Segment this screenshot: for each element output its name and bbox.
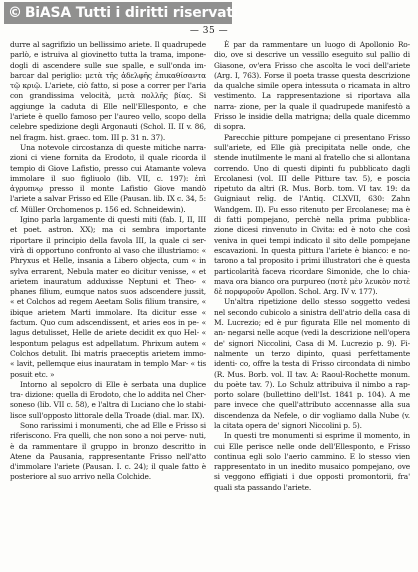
paragraph: Parecchie pitture pompejane ci presentano Frisso sull'ariete, ed Elle già precipitata nelle onde, che stende inutilmente le mani al fratello che si allontana correndo. Uno di questi dipinti fu pubblicato dagli Ercolanesi (vol. III delle Pitture tav. 5), e poscia ripetuto da altri (R. Mus. Borb. tom. VI tav. 19: da Guigniaut relig. de l'Antiq. CLXVII, 630: Zahn Wandgem. II). Fu esso ritenuto per Ercolanese; ma è di fatti pompejano, perchè nella prima pubblica- zione dicesi rinvenuto in Civita: ed è noto che così veniva in quei tempi indicato il sito delle pompejane escavazioni. In questa pittura l'ariete è bianco: e no- tarono a tal proposito i primi illustratori che è questa particolarità faceva ricordare Simonide, che lo chia- mava ora bianco ora purpureo (ποτὲ μὲν λευκὸν ποτὲ δὲ πορφυροῦν Apollon. Schol. Arg. IV v. 177). (214, 132, 410, 297)
paragraph: Intorno al sepolcro di Elle è serbata una duplice tra- dizione: quella di Erodoto, che lo addita nel Cher- soneso (lib. VII c. 58), e l'altra di Luciano che lo stabi- lisce sull'opposto littorale della Troade (dial. mar. IX). (10, 379, 206, 420)
paragraph: Una notevole circostanza di queste mitiche narra- zioni ci viene fornita da Erodoto, il quale ricorda il tempio di Giove Lafistio, presso cui Atamante voleva immolare il suo figliuolo (lib. VII, c. 197): ἐπὶ ἀγρυπνῳ presso il monte Lafistio Giove mandò l'ariete a salvar Frisso ed Elle (Pausan. lib. IX c. 34, 5: cf. Müller Orchomenos p. 156 ed. Schneidewin). (10, 142, 206, 214)
left-text-column (10, 40, 206, 483)
page-number: — 35 — (189, 26, 229, 36)
paragraph: Un'altra ripetizione dello stesso soggetto vedesi nel secondo cubicolo a sinistra dell'atrio della casa di M. Lucrezio; ed è pur figurata Elle nel momento di an- negarsi nelle acque (vedi la descrizione nell'opera de' signori Niccolini, Casa di M. Lucrezio p. 9). Fi- nalmente un terzo dipinto, quasi perfettamente identi- co, offre la testa di Frisso circondata di nimbo (R. Mus. Borb. vol. II tav. A: Raoul-Rochette monum. du poète tav. 7). Lo Schulz attribuiva il nimbo a rap- porto solare (bullettino dell'Ist. 1841 p. 104). A me pare invece che quell'attributo accennasse alla sua discendenza da Nefele, o dir vogliamo dalla Nube (v. la citata opera de' signori Niccolini p. 5). (214, 297, 410, 430)
paragraph: durre al sagrifizio un bellissimo ariete. Il quadrupede parlò, e istruiva al giovinetto tutta la trama, impone- dogli di ascendere sulle sue spalle, e sull'onda im- barcar dal periglio: μετὰ τῆς ἀδελφῆς ἐπικαθίσαντα τῷ κριῷ. L'ariete, ciò fatto, si pose a correr per l'aria con grandissima velocità, μετὰ πολλῆς βίας. Si aggiunge la caduta di Elle nell'Ellesponto, e che l'ariete è quello famoso per l'aureo vello, scopo della celebre spedizione degli Argonauti (Schol. II. II v. 86, nel fragm. hist. graec. tom. III p. 31 n. 37). (10, 40, 206, 142)
paragraph: Sono rarissimi i monumenti, che ad Elle e Frisso si riferiscono. Fra quelli, che non sono a noi perve- nuti, è da rammentare il gruppo in bronzo descritto in Atene da Pausania, rappresentante Frisso nell'atto d'immolare l'ariete (Pausan. I. c. 24); il quale fatto è posteriore al suo arrivo nella Colchide. (10, 420, 206, 482)
paragraph: In questi tre monumenti si esprime il momento, in cui Elle perisce nelle onde dell'Ellesponto, e Frisso continua egli solo l'aerio cammino. E lo stesso vien rappresentato in un inedito musaico pompejano, ove si veggono effigiati i due opposti promontorii, fra' quali sta passando l'ariete. (214, 431, 410, 492)
paragraph: Igino parla largamente di questi miti (fab. I, II, III et poet. astron. XX); ma ci sembra importante riportare il principio della favola III, la quale ci ser- virà di opportuno confronto al vaso che illustriamo: « Phryxus et Helle, insania a Libero objecta, cum « in sylva errarent, Nebula mater eo dicitur venisse, « et arietem inauratum adduxisse Neptuni et Theo- « phanes filium, eumque natos suos adscendere jussit, « et Colchos ad regem Aeetam Solis filium transire, « ibique arietem Marti immolare. Ita dicitur esse « factum. Quo cum adscendissent, et aries eos in pe- « lagus detulisset, Helle de ariete decidit ex quo Hel- « lespontum pelagus est adpellatum. Phrixum autem « Colchos detulit. Ibi matris praeceptis arietem immo- « lavit, pellemque eius inauratam in templo Mar- « tis posuit etc. » (10, 215, 206, 379)
watermark-text: BiASA Tutti i diritti riservati (24, 5, 238, 21)
copyright-icon: © (8, 5, 22, 21)
paragraph: È par da rammentare un luogo di Apollonio Ro- dio, ove si descrive un vessillo eseguito sul pallio di Giasone, ov'era Frisso che ascolta le voci dell'ariete (Arg. I, 763). Forse il poeta trasse questa descrizione da qualche simile opera intessuta o ricamata in altro vestimento. La rappresentazione si riportava alla narra- zione, per la quale il quadrupede manifestò a Frisso le insidie della matrigna; della quale dicemmo di sopra. (214, 40, 410, 132)
copyright-watermark (4, 2, 238, 24)
right-text-column (214, 40, 410, 493)
